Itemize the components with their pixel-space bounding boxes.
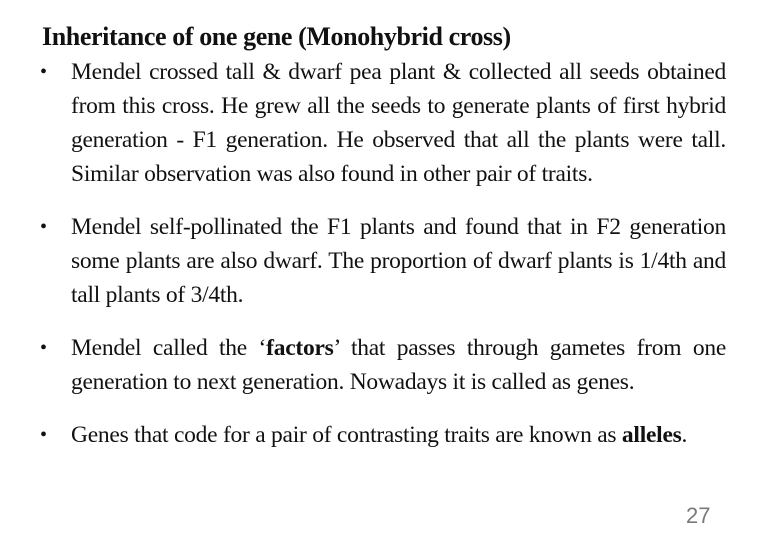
bullet-dot-icon: • [40, 216, 47, 238]
bullet-dot-icon: • [40, 424, 47, 446]
bullet-item [40, 55, 726, 191]
bullet-list [40, 55, 726, 452]
term-factors: factors [266, 335, 334, 361]
bullet-text [71, 422, 687, 448]
bullet-dot-icon: • [40, 337, 47, 359]
bullet-item [40, 418, 726, 452]
bullet-text-end: ’ that passes through gametes from one generation to next generation. Nowadays it is called as genes. [71, 335, 727, 395]
term-alleles: alleles [621, 422, 682, 448]
bullet-text-end: . [681, 422, 688, 448]
bullet-item [40, 210, 726, 312]
bullet-item [40, 331, 726, 399]
bullet-text [71, 335, 726, 395]
page-number: 27 [686, 503, 711, 528]
bullet-text: Mendel crossed tall & dwarf pea plant & collected all seeds obtained from this cross. He grew all the seeds to generate plants of first hybrid generation - F1 generation. He observed that all the plants were tall. Similar observation was also found in other pair of traits. [71, 59, 726, 187]
bullet-text-start: Mendel called the ‘ [71, 335, 267, 361]
bullet-dot-icon: • [40, 61, 47, 83]
bullet-text: Mendel self-pollinated the F1 plants and found that in F2 generation some plants are also dwarf. The proportion of dwarf plants is 1/4th and tall plants of 3/4th. [71, 214, 726, 308]
bullet-text-start: Genes that code for a pair of contrasting traits are known as [71, 422, 622, 448]
slide-title: Inheritance of one gene (Monohybrid cross) [42, 22, 511, 51]
